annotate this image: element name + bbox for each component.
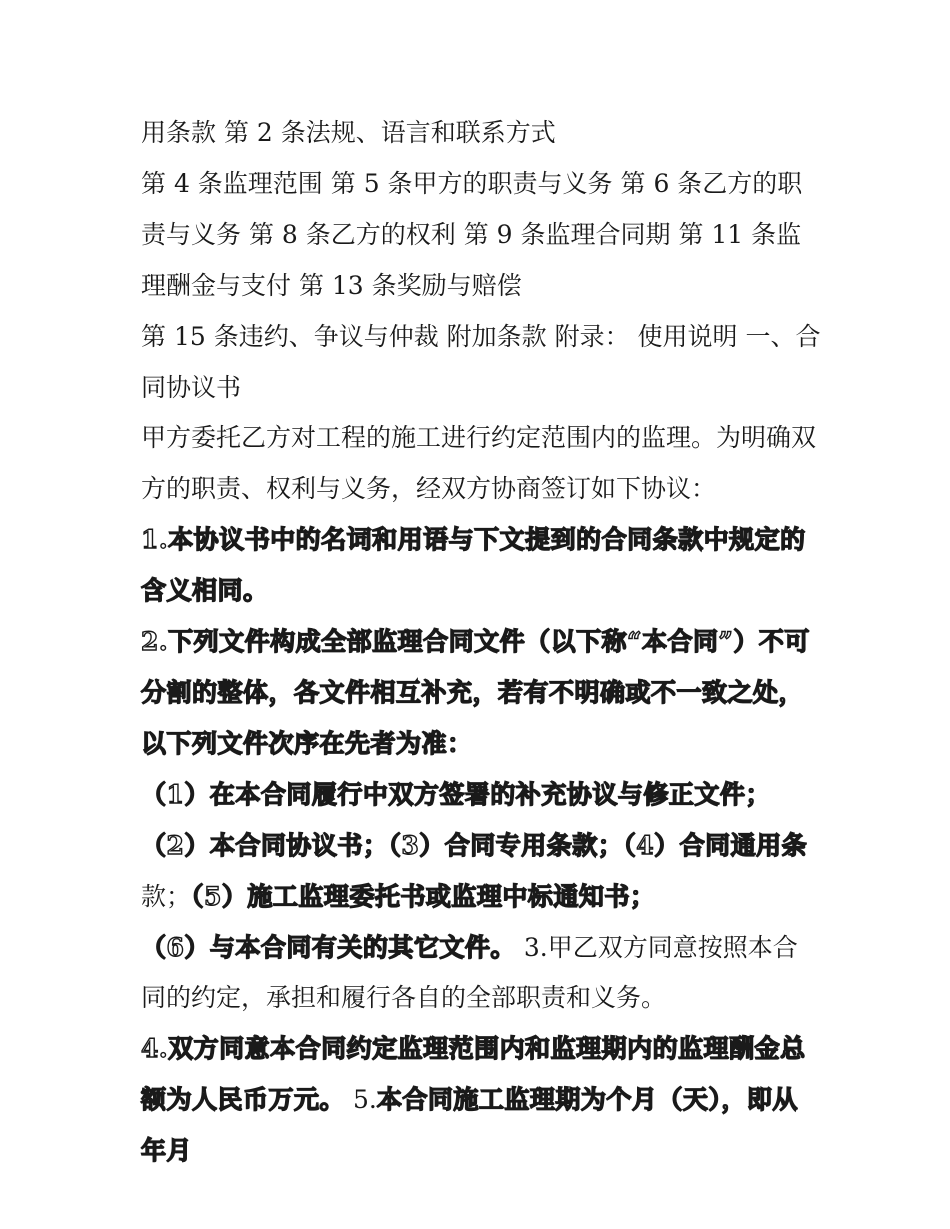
paragraph	[141, 821, 821, 923]
outlined-text: 4.双方同意本合同约定监理范围内和监理期内的监理酬金总额为人民币万元。	[141, 1034, 806, 1115]
paragraph	[141, 159, 821, 312]
outlined-text: （6）与本合同有关的其它文件。	[141, 932, 516, 962]
outlined-text: 2.下列文件构成全部监理合同文件（以下称“本合同”）不可分割的整体，各文件相互补充，若有不明确或不一致之处，以下列文件次序在先者为准：	[141, 627, 810, 758]
paragraph-text: 款；	[141, 881, 192, 911]
outlined-text: 1.本协议书中的名词和用语与下文提到的合同条款中规定的含义相同。	[141, 525, 806, 606]
outlined-text: （1）在本合同履行中双方签署的补充协议与修正文件；	[141, 779, 771, 809]
paragraph	[141, 770, 821, 821]
paragraph-text: 第 4 条监理范围 第 5 条甲方的职责与义务 第 6 条乙方的职责与义务 第 8 条乙方的权利 第 9 条监理合同期 第 11 条监理酬金与支付 第 13 条奖励与赔偿	[141, 168, 803, 300]
paragraph-text: 5.	[345, 1085, 377, 1115]
paragraph-text: 第 15 条违约、争议与仲裁 附加条款 附录： 使用说明 一、合同协议书	[141, 321, 821, 402]
outlined-text: （5）施工监理委托书或监理中标通知书；	[191, 881, 656, 911]
paragraph	[141, 312, 821, 414]
outlined-text: （2）本合同协议书；（3）合同专用条款；（4）合同通用条	[141, 830, 808, 860]
paragraph	[141, 923, 821, 1025]
paragraph-text: 用条款 第 2 条法规、语言和联系方式	[141, 118, 556, 147]
paragraph-text: 3.甲乙双方同意按照本合同的约定，承担和履行各自的全部职责和义务。	[141, 932, 798, 1013]
paragraph	[141, 413, 821, 515]
paragraph	[141, 1024, 821, 1177]
outlined-text: 本合同施工监理期为个月（天），即从年月	[141, 1085, 798, 1166]
document-body	[141, 108, 821, 1177]
paragraph	[141, 617, 821, 770]
paragraph	[141, 515, 821, 617]
paragraph	[141, 108, 821, 159]
paragraph-text: 甲方委托乙方对工程的施工进行约定范围内的监理。为明确双方的职责、权利与义务，经双方协商签订如下协议：	[141, 423, 817, 504]
